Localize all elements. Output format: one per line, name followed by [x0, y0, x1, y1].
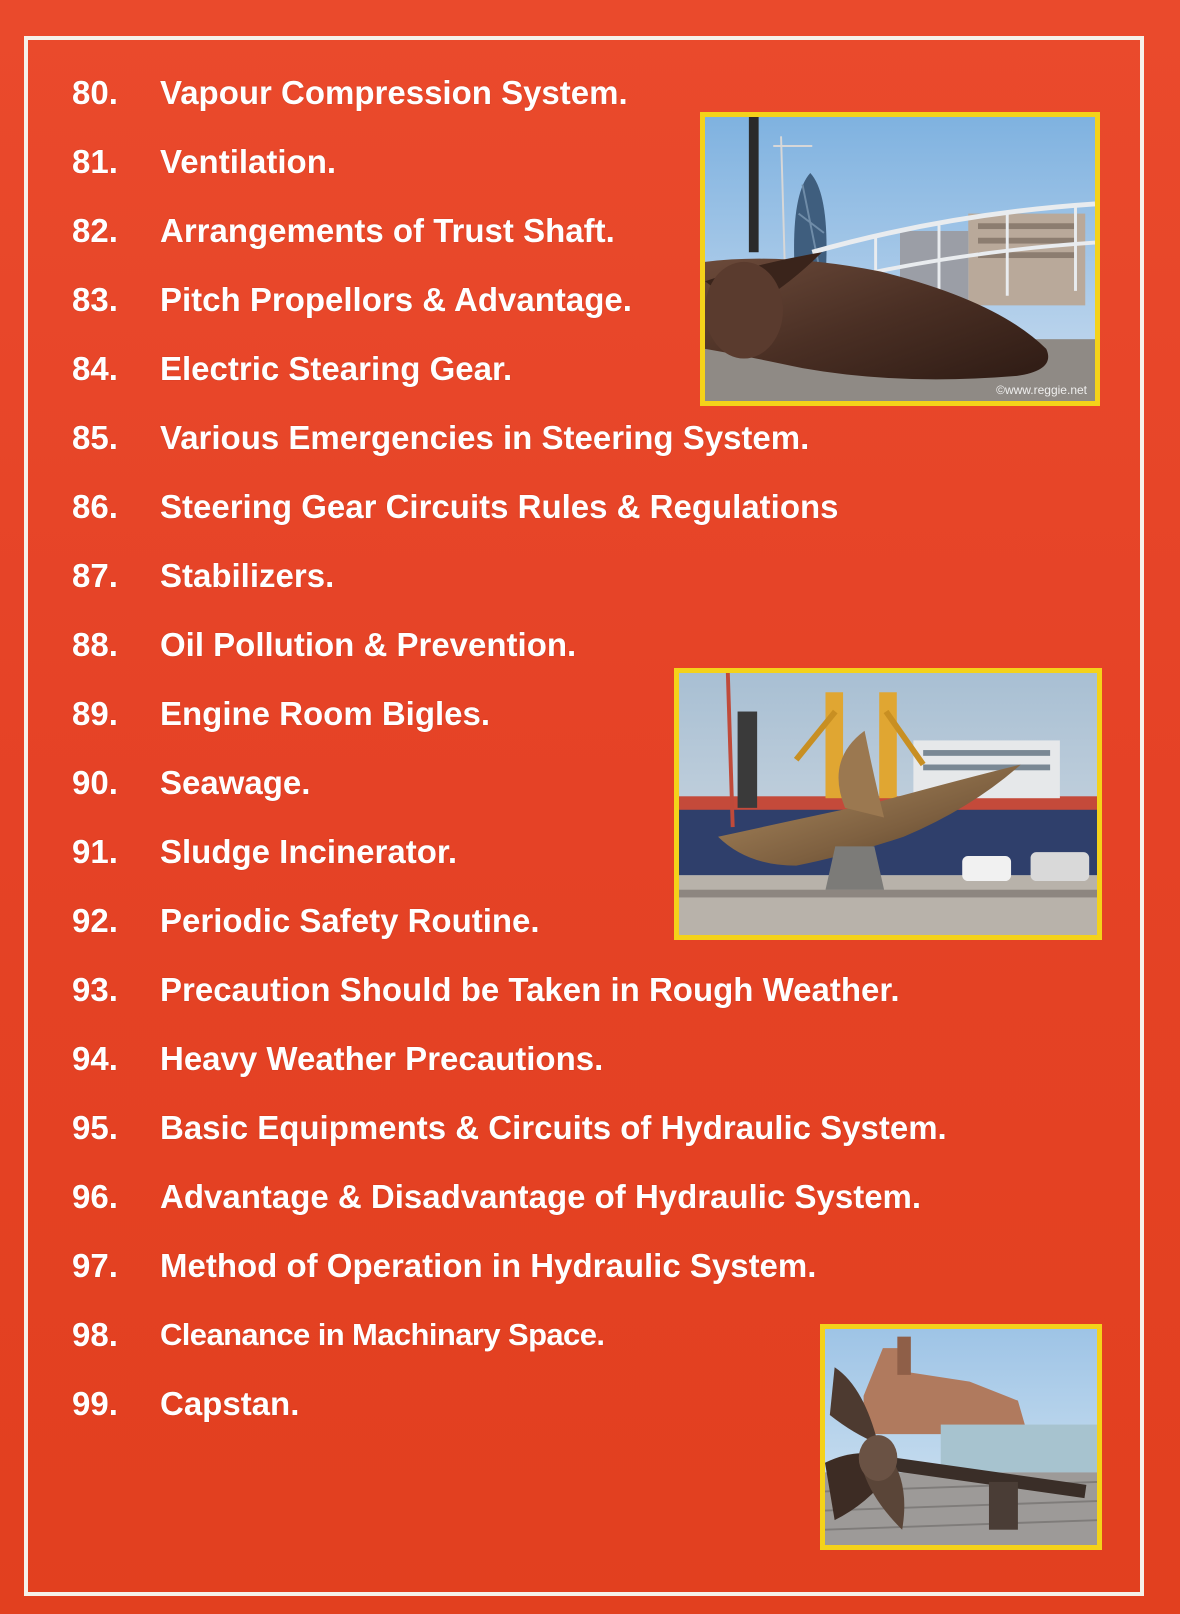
item-number: 91.: [72, 833, 118, 870]
item-title: Method of Operation in Hydraulic System.: [160, 1247, 817, 1284]
item-title: Heavy Weather Precautions.: [160, 1040, 604, 1077]
item-title: Vapour Compression System.: [160, 74, 628, 111]
item-number: 96.: [72, 1178, 118, 1215]
item-number: 94.: [72, 1040, 118, 1077]
list-item: [72, 1034, 603, 1084]
propeller-city-image: [705, 117, 1095, 401]
item-title: Advantage & Disadvantage of Hydraulic System.: [160, 1178, 922, 1215]
item-title: Pitch Propellors & Advantage.: [160, 281, 632, 318]
item-title: Arrangements of Trust Shaft.: [160, 212, 615, 249]
item-title: Engine Room Bigles.: [160, 695, 491, 732]
item-title: Stabilizers.: [160, 557, 335, 594]
item-number: 98.: [72, 1316, 118, 1353]
list-item: [72, 137, 336, 187]
propeller-castle-image: [825, 1329, 1097, 1545]
item-number: 82.: [72, 212, 118, 249]
list-item: [72, 758, 310, 808]
item-title: Basic Equipments & Circuits of Hydraulic System.: [160, 1109, 947, 1146]
item-number: 81.: [72, 143, 118, 180]
item-number: 90.: [72, 764, 118, 801]
item-number: 97.: [72, 1247, 118, 1284]
list-item: [72, 965, 900, 1015]
list-item: [72, 68, 628, 118]
item-number: 89.: [72, 695, 118, 732]
list-item: [72, 620, 576, 670]
item-number: 83.: [72, 281, 118, 318]
list-item: [72, 1103, 947, 1153]
item-title: Oil Pollution & Prevention.: [160, 626, 577, 663]
item-number: 95.: [72, 1109, 118, 1146]
list-item: [72, 1172, 921, 1222]
item-title: Electric Stearing Gear.: [160, 350, 513, 387]
list-item: [72, 206, 615, 256]
item-title: Seawage.: [160, 764, 311, 801]
list-item: [72, 689, 490, 739]
item-number: 84.: [72, 350, 118, 387]
item-title: Sludge Incinerator.: [160, 833, 458, 870]
list-item: [72, 344, 512, 394]
propeller-harbour-photo: [674, 668, 1102, 940]
list-item: [72, 413, 809, 463]
item-title: Cleanance in Machinary Space.: [160, 1317, 605, 1352]
item-number: 87.: [72, 557, 118, 594]
list-item: [72, 482, 839, 532]
item-number: 99.: [72, 1385, 118, 1422]
list-item: [72, 551, 334, 601]
item-title: Ventilation.: [160, 143, 337, 180]
item-number: 92.: [72, 902, 118, 939]
item-number: 80.: [72, 74, 118, 111]
item-title: Capstan.: [160, 1385, 300, 1422]
item-title: Precaution Should be Taken in Rough Weather.: [160, 971, 900, 1008]
list-item: [72, 1241, 816, 1291]
item-number: 85.: [72, 419, 118, 456]
item-number: 86.: [72, 488, 118, 525]
propeller-city-photo: [700, 112, 1100, 406]
list-item: [72, 1310, 604, 1360]
list-item: [72, 896, 540, 946]
propeller-harbour-image: [679, 673, 1097, 935]
list-item: [72, 275, 632, 325]
photo-watermark: ©www.reggie.net: [996, 383, 1087, 397]
item-number: 93.: [72, 971, 118, 1008]
item-title: Various Emergencies in Steering System.: [160, 419, 810, 456]
propeller-castle-photo: [820, 1324, 1102, 1550]
list-item: [72, 1379, 299, 1429]
item-number: 88.: [72, 626, 118, 663]
list-item: [72, 827, 457, 877]
item-title: Steering Gear Circuits Rules & Regulations: [160, 488, 839, 525]
item-title: Periodic Safety Routine.: [160, 902, 540, 939]
